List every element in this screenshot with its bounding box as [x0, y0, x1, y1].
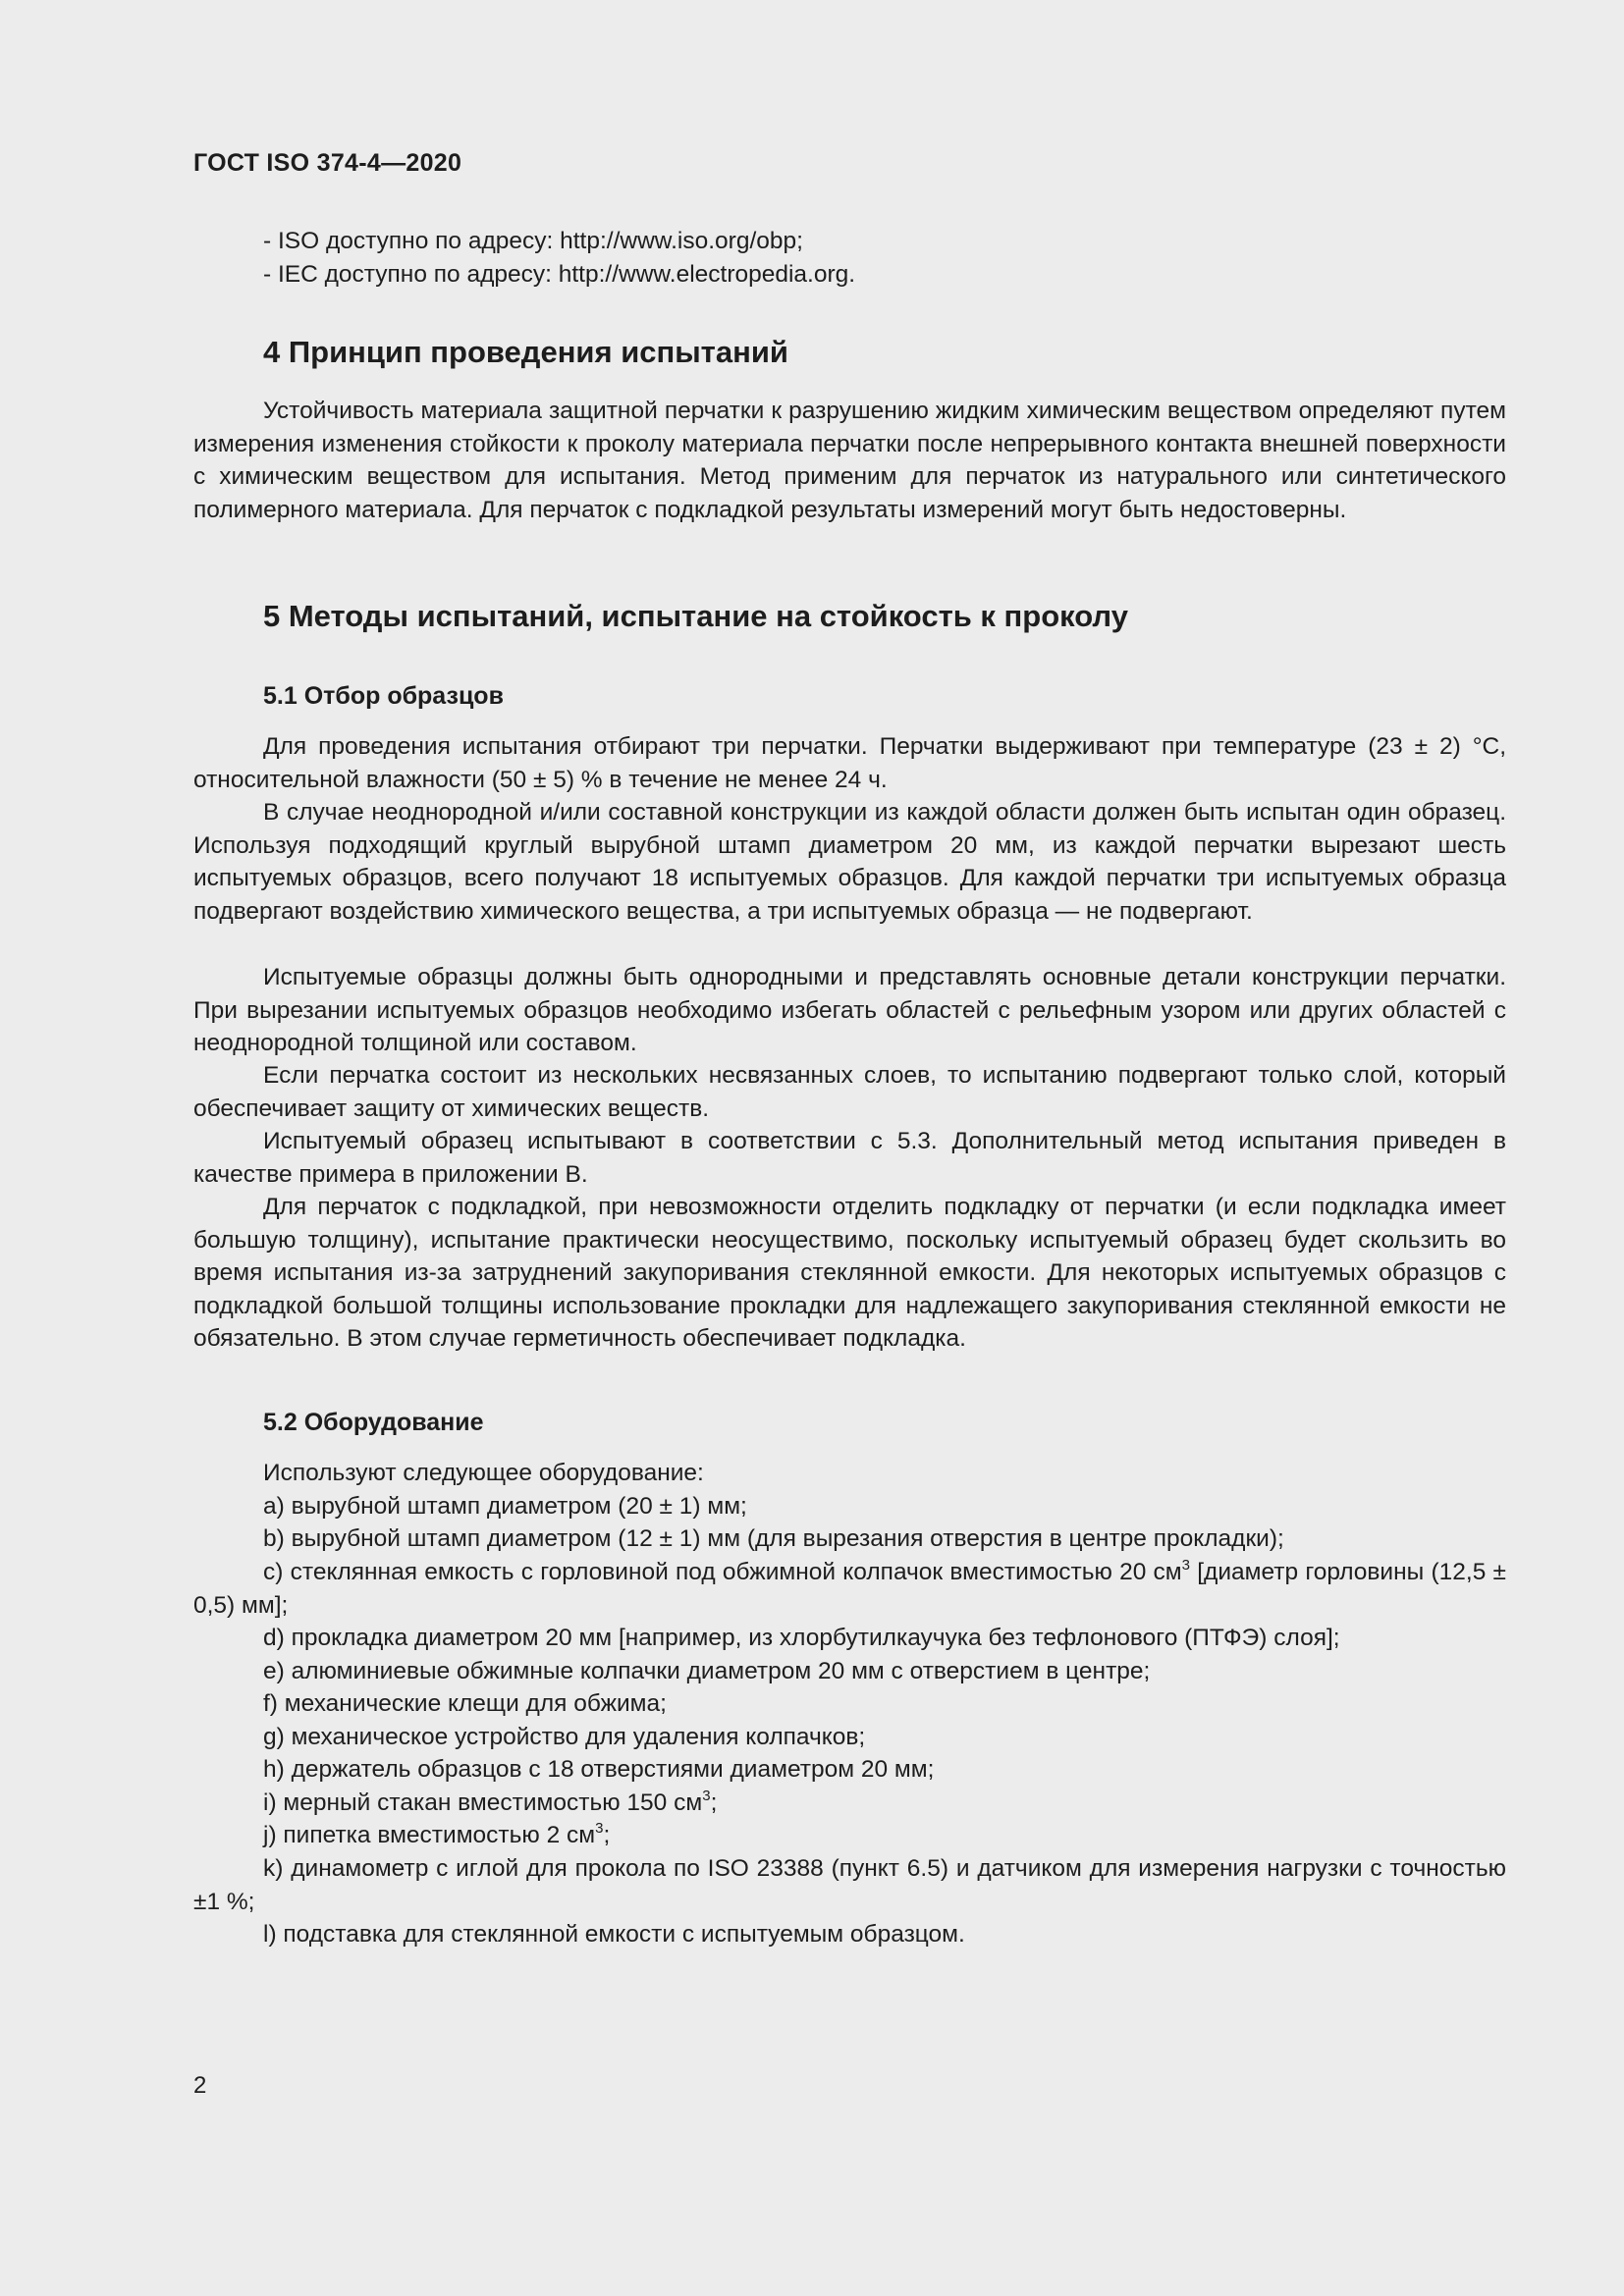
item-text: j) пипетка вместимостью 2 см	[263, 1822, 596, 1848]
subsection-5-1-title: 5.1 Отбор образцов	[263, 682, 504, 710]
item-text: ;	[603, 1822, 611, 1848]
superscript: 3	[702, 1788, 711, 1804]
item-text: ;	[710, 1789, 718, 1816]
item-text: i) мерный стакан вместимостью 150 см	[263, 1789, 703, 1816]
item-text: [диаметр горловины (12,5 ± 0,5) мм];	[193, 1559, 1506, 1619]
superscript: 3	[595, 1820, 604, 1837]
equipment-item	[193, 1787, 1506, 1820]
subsection-5-2-title: 5.2 Оборудование	[263, 1409, 484, 1436]
equipment-item	[193, 1556, 1506, 1622]
item-text: c) стеклянная емкость с горловиной под обжимной колпачок вместимостью 20 см	[263, 1559, 1182, 1585]
document-header: ГОСТ ISO 374-4—2020	[193, 149, 462, 177]
paragraph: Если перчатка состоит из нескольких несвязанных слоев, то испытанию подвергают только слой, который обеспечивает защиту от химических веществ.	[193, 1062, 1506, 1122]
section-5-title: 5 Методы испытаний, испытание на стойкость к проколу	[263, 599, 1128, 633]
link-item-iec: - IEC доступно по адресу: http://www.electropedia.org.	[263, 261, 856, 288]
link-item-iso: - ISO доступно по адресу: http://www.iso.org/obp;	[263, 228, 803, 254]
paragraph: Испытуемые образцы должны быть однородными и представлять основные детали конструкции перчатки. При вырезании испытуемых образцов необходимо избегать областей с рельефным узором или других областей с неоднородной толщиной или составом.	[193, 964, 1506, 1056]
section-4-title: 4 Принцип проведения испытаний	[263, 335, 788, 369]
page-number: 2	[193, 2072, 207, 2099]
equipment-item: f) механические клещи для обжима;	[263, 1690, 667, 1717]
equipment-intro: Используют следующее оборудование:	[263, 1460, 704, 1486]
equipment-item: a) вырубной штамп диаметром (20 ± 1) мм;	[263, 1493, 747, 1520]
equipment-item: b) вырубной штамп диаметром (12 ± 1) мм (для вырезания отверстия в центре прокладки);	[263, 1525, 1284, 1552]
paragraph: Испытуемый образец испытывают в соответствии с 5.3. Дополнительный метод испытания приведен в качестве примера в приложении В.	[193, 1128, 1506, 1188]
equipment-item: d) прокладка диаметром 20 мм [например, из хлорбутилкаучука без тефлонового (ПТФЭ) слоя];	[263, 1625, 1340, 1651]
equipment-item: h) держатель образцов с 18 отверстиями диаметром 20 мм;	[263, 1756, 935, 1783]
paragraph: В случае неоднородной и/или составной конструкции из каждой области должен быть испытан один образец. Используя подходящий круглый вырубной штамп диаметром 20 мм, из каждой перчатки вырезают шесть испытуемых образцов, всего получают 18 испытуемых образцов. Для каждой перчатки три испытуемых образца подвергают воздействию химического вещества, а три испытуемых образца — не подвергают.	[193, 799, 1506, 925]
equipment-item: g) механическое устройство для удаления колпачков;	[263, 1724, 866, 1750]
equipment-item	[193, 1819, 1506, 1852]
superscript: 3	[1181, 1557, 1190, 1574]
equipment-item: e) алюминиевые обжимные колпачки диаметром 20 мм с отверстием в центре;	[263, 1658, 1151, 1684]
paragraph: Для проведения испытания отбирают три перчатки. Перчатки выдерживают при температуре (23 ± 2) °С, относительной влажности (50 ± 5) % в течение не менее 24 ч.	[193, 733, 1506, 793]
paragraph: Для перчаток с подкладкой, при невозможности отделить подкладку от перчатки (и если подкладка имеет большую толщину), испытание практически неосуществимо, поскольку испытуемый образец будет скользить во время испытания из-за затруднений закупоривания стеклянной емкости. Для некоторых испытуемых образцов с подкладкой большой толщины использование прокладки для надлежащего закупоривания стеклянной емкости не обязательно. В этом случае герметичность обеспечивает подкладка.	[193, 1194, 1506, 1352]
equipment-item: k) динамометр с иглой для прокола по ISO 23388 (пункт 6.5) и датчиком для измерения нагрузки с точностью ±1 %;	[193, 1855, 1506, 1915]
equipment-item: l) подставка для стеклянной емкости с испытуемым образцом.	[263, 1921, 965, 1948]
section-4-text: Устойчивость материала защитной перчатки к разрушению жидким химическим веществом определяют путем измерения изменения стойкости к проколу материала перчатки после непрерывного контакта внешней поверхности с химическим веществом для испытания. Метод применим для перчаток из натурального или синтетического полимерного материала. Для перчаток с подкладкой результаты измерений могут быть недостоверны.	[193, 398, 1506, 523]
